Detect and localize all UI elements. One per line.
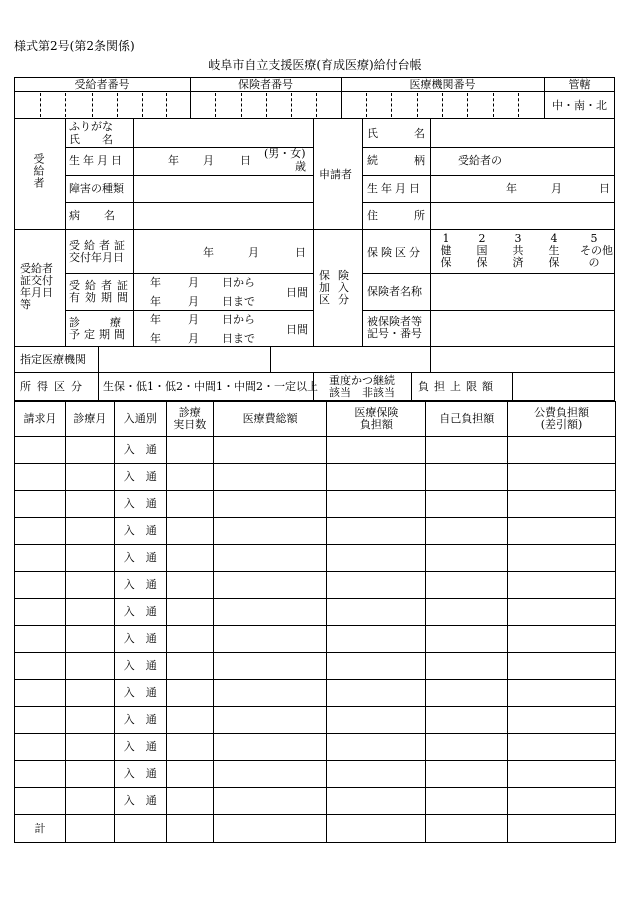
ledger-cell[interactable] [166,626,213,653]
page-title: 岐阜市自立支援医療(育成医療)給付台帳 [208,58,422,72]
furigana-label: ふりがな [69,120,113,133]
ledger-cell[interactable] [15,734,66,761]
inpatient-outpatient-cell[interactable]: 入 通 [114,680,166,707]
ledger-cell[interactable] [65,518,114,545]
table-row [15,599,616,626]
ledger-cell[interactable] [213,734,327,761]
ledger-cell[interactable] [15,680,66,707]
table-row [15,680,616,707]
inpatient-outpatient-cell[interactable]: 入 通 [114,734,166,761]
digit-separator [166,93,167,117]
ledger-cell[interactable] [15,464,66,491]
ledger-cell[interactable] [327,788,426,815]
table-row [15,545,616,572]
insurance-type-types_line2-4: の [588,256,600,269]
ledger-cell[interactable] [213,437,327,464]
ledger-cell[interactable] [15,653,66,680]
recipient-name-label: 氏名 [69,133,135,146]
ledger-cell[interactable] [426,572,508,599]
ledger-cell[interactable] [65,599,114,626]
applicant-birthdate-label: 生年月日 [367,182,423,195]
ledger-cell[interactable] [327,599,426,626]
ledger-cell[interactable] [166,734,213,761]
ledger-cell[interactable] [213,707,327,734]
applicant-relation-label: 続柄 [367,154,461,167]
insurance-type-numbers-0: 1 [442,232,450,245]
ledger-cell[interactable] [213,653,327,680]
ledger-cell[interactable] [426,788,508,815]
digit-separator [291,93,292,117]
ledger-table [14,401,616,843]
inpatient-outpatient-cell[interactable]: 入 通 [114,518,166,545]
income-options[interactable]: 生保・低1・低2・中間1・中間2・一定以上 [103,380,318,393]
total-label: 計 [15,815,66,843]
ledger-col-header-7: 公費負担額 (差引額) [508,402,616,437]
ledger-cell[interactable] [327,626,426,653]
form-number: 様式第2号(第2条関係) [14,39,135,53]
ledger-cell[interactable] [166,545,213,572]
ledger-cell[interactable] [213,761,327,788]
ledger-cell[interactable] [15,437,66,464]
ledger-cell[interactable] [166,599,213,626]
ledger-cell[interactable] [327,464,426,491]
ledger-cell[interactable] [166,437,213,464]
ledger-cell[interactable] [65,572,114,599]
ledger-cell[interactable] [426,680,508,707]
digit-separator [40,93,41,117]
ledger-cell[interactable] [508,734,616,761]
insurer-name-label: 保険者名称 [367,285,422,298]
ledger-cell[interactable] [508,518,616,545]
total-cell[interactable] [213,815,327,843]
ledger-cell[interactable] [15,788,66,815]
burden-limit-label: 負担上限額 [418,380,498,393]
table-row [15,734,616,761]
digit-separator [92,93,93,117]
digit-separator [518,93,519,117]
ledger-cell[interactable] [213,518,327,545]
applicant-name-label: 氏名 [367,127,461,140]
digit-separator [241,93,242,117]
ledger-cell[interactable] [426,599,508,626]
ledger-cell[interactable] [508,545,616,572]
age-label: 歳 [295,160,306,173]
relation-value: 受給者の [458,154,502,167]
ledger-cell[interactable] [508,626,616,653]
table-row [15,788,616,815]
recipient-section-label: 受給者 [32,153,45,189]
table-row [15,518,616,545]
ledger-cell[interactable] [327,545,426,572]
ledger-cell[interactable] [166,653,213,680]
ledger-cell[interactable] [213,545,327,572]
ledger-cell[interactable] [65,491,114,518]
ledger-cell[interactable] [327,572,426,599]
ledger-cell[interactable] [65,464,114,491]
ledger-cell[interactable] [166,518,213,545]
ledger-cell[interactable] [426,734,508,761]
ledger-cell[interactable] [426,653,508,680]
ledger-cell[interactable] [166,761,213,788]
inpatient-outpatient-cell[interactable]: 入 通 [114,599,166,626]
ledger-cell[interactable] [213,788,327,815]
ledger-cell[interactable] [166,491,213,518]
digit-separator [391,93,392,117]
inpatient-outpatient-cell[interactable]: 入 通 [114,545,166,572]
ledger-cell[interactable] [327,653,426,680]
recipient-number-header: 受給者番号 [74,78,130,91]
severe-continuous-options[interactable]: 重度かつ継続 該当 非該当 [329,374,395,399]
digit-separator [366,93,367,117]
ledger-cell[interactable] [508,599,616,626]
ledger-cell[interactable] [426,437,508,464]
recipient-birthdate-label: 生年月日 [69,154,125,167]
insurance-type-numbers-1: 2 [478,232,486,245]
digit-separator [442,93,443,117]
ledger-cell[interactable] [327,518,426,545]
ledger-col-header-3: 診療 実日数 [166,402,213,437]
ledger-cell[interactable] [166,680,213,707]
table-row [15,572,616,599]
total-cell[interactable] [426,815,508,843]
ledger-cell[interactable] [508,491,616,518]
ledger-cell[interactable] [508,788,616,815]
ledger-cell[interactable] [65,626,114,653]
ledger-cell[interactable] [426,464,508,491]
insurance-type-numbers-3: 4 [550,232,558,245]
ledger-cell[interactable] [166,572,213,599]
ledger-cell[interactable] [508,464,616,491]
ledger-cell[interactable] [508,707,616,734]
issue-date-label: 受給者証 交付年月日 [69,239,129,264]
ledger-cell[interactable] [213,464,327,491]
jurisdiction-options[interactable]: 中・南・北 [552,99,607,112]
applicant-section-label: 申請者 [319,168,352,181]
insurance-type-options[interactable] [436,232,613,269]
income-label: 所得区分 [20,380,88,393]
inpatient-outpatient-cell[interactable]: 入 通 [114,572,166,599]
ledger-cell[interactable] [65,734,114,761]
insurance-type-types_line2-0: 保 [440,256,452,269]
insurance-type-types_line1-4: その他 [580,244,613,257]
total-cell[interactable] [327,815,426,843]
total-cell[interactable] [65,815,114,843]
ledger-cell[interactable] [327,680,426,707]
total-cell[interactable] [166,815,213,843]
ledger-cell[interactable] [166,707,213,734]
ledger-cell[interactable] [327,761,426,788]
ledger-cell[interactable] [166,464,213,491]
table-row [15,491,616,518]
insurance-type-types_line1-1: 国 [476,244,488,257]
table-row [15,626,616,653]
ledger-cell[interactable] [15,545,66,572]
ledger-cell[interactable] [508,437,616,464]
ledger-cell[interactable] [65,680,114,707]
designated-institution-label: 指定医療機関 [20,353,86,366]
ledger-cell[interactable] [327,734,426,761]
ledger-col-header-4: 医療費総額 [213,402,327,437]
disease-name-label: 病名 [69,209,139,222]
inpatient-outpatient-cell[interactable]: 入 通 [114,653,166,680]
table-row [15,761,616,788]
ledger-cell[interactable] [15,491,66,518]
inpatient-outpatient-cell[interactable]: 入 通 [114,707,166,734]
disability-type-label: 障害の種類 [69,182,124,195]
ledger-cell[interactable] [65,545,114,572]
ledger-cell[interactable] [426,491,508,518]
ledger-cell[interactable] [65,707,114,734]
insurance-type-types_line2-3: 保 [548,256,560,269]
inpatient-outpatient-cell[interactable]: 入 通 [114,491,166,518]
ledger-cell[interactable] [327,491,426,518]
inpatient-outpatient-cell[interactable]: 入 通 [114,437,166,464]
digit-separator [316,93,317,117]
sex-selector[interactable]: (男・女) [264,147,306,160]
digit-separator [65,93,66,117]
ledger-cell[interactable] [213,491,327,518]
ledger-cell[interactable] [213,572,327,599]
ledger-cell[interactable] [508,761,616,788]
ledger-cell[interactable] [213,626,327,653]
digit-separator [142,93,143,117]
ledger-col-header-2: 入通別 [114,402,166,437]
ledger-cell[interactable] [65,653,114,680]
ledger-cell[interactable] [65,437,114,464]
applicant-address-label: 住所 [367,209,461,222]
cert-section-label: 受給者 証交付 年月日 等 [20,262,53,311]
insurance-category-label: 保険区分 [367,246,423,259]
ledger-cell[interactable] [426,545,508,572]
total-cell[interactable] [114,815,166,843]
ledger-cell[interactable] [166,788,213,815]
ledger-cell[interactable] [426,707,508,734]
inpatient-outpatient-cell[interactable]: 入 通 [114,761,166,788]
insured-number-label: 被保険者等 記号・番号 [367,315,422,340]
insurance-type-numbers-2: 3 [514,232,522,245]
ledger-cell[interactable] [15,761,66,788]
digit-separator [417,93,418,117]
ledger-cell[interactable] [213,680,327,707]
ledger-cell[interactable] [15,599,66,626]
ledger-cell[interactable] [15,572,66,599]
ledger-cell[interactable] [508,653,616,680]
insurance-type-types_line1-0: 健 [440,244,452,257]
digit-separator [215,93,216,117]
digit-separator [266,93,267,117]
ledger-col-header-0: 請求月 [15,402,66,437]
insurance-type-types_line1-2: 共 [512,244,524,257]
ledger-cell[interactable] [508,572,616,599]
insurance-section-label: 保険 加入 区分 [319,269,357,306]
insurance-type-numbers-4: 5 [590,232,598,245]
total-cell[interactable] [508,815,616,843]
insurance-type-types_line2-1: 保 [476,256,488,269]
ledger-col-header-5: 医療保険 負担額 [327,402,426,437]
inpatient-outpatient-cell[interactable]: 入 通 [114,626,166,653]
ledger-cell[interactable] [426,761,508,788]
ledger-cell[interactable] [327,707,426,734]
total-row [15,815,616,843]
ledger-cell[interactable] [213,599,327,626]
valid-period-label: 受給者証 有効期間 [69,279,133,304]
ledger-cell[interactable] [65,761,114,788]
table-row [15,464,616,491]
table-row [15,707,616,734]
jurisdiction-header: 管轄 [568,78,591,91]
ledger-cell[interactable] [508,680,616,707]
treatment-period-label: 診療 予定期間 [69,316,151,341]
digit-separator [493,93,494,117]
digit-separator [467,93,468,117]
insurer-number-header: 保険者番号 [238,78,293,91]
insurance-type-types_line1-3: 生 [548,244,560,257]
inpatient-outpatient-cell[interactable]: 入 通 [114,788,166,815]
ledger-cell[interactable] [426,626,508,653]
ledger-cell[interactable] [15,707,66,734]
ledger-col-header-6: 自己負担額 [426,402,508,437]
ledger-cell[interactable] [65,788,114,815]
inpatient-outpatient-cell[interactable]: 入 通 [114,464,166,491]
ledger-cell[interactable] [15,626,66,653]
ledger-cell[interactable] [327,437,426,464]
institution-code-header: 医療機関番号 [409,78,476,91]
ledger-col-header-1: 診療月 [65,402,114,437]
table-row [15,437,616,464]
digit-separator [117,93,118,117]
ledger-cell[interactable] [426,518,508,545]
ledger-cell[interactable] [15,518,66,545]
table-row [15,653,616,680]
insurance-type-types_line2-2: 済 [512,256,524,269]
